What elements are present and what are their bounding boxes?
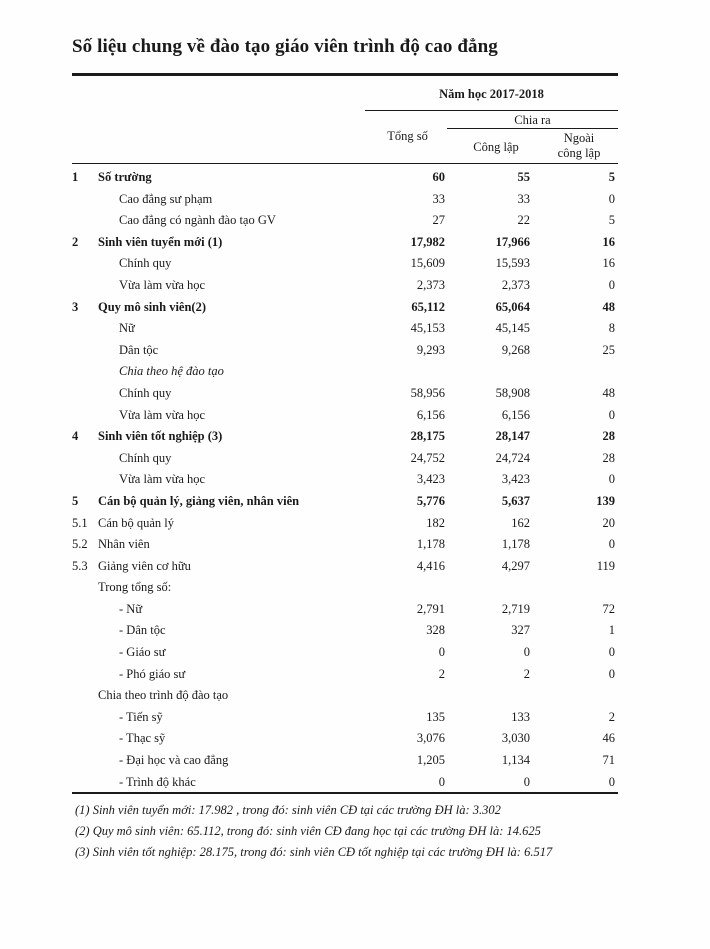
row-label: Trong tổng số: (98, 580, 172, 595)
cell-total: 0 (438, 645, 445, 660)
cell-public: 55 (517, 170, 530, 184)
cell-private: 0 (608, 666, 615, 681)
page-title: Số liệu chung về đào tạo giáo viên trình độ cao đẳng (72, 36, 498, 57)
row-label: Cao đẳng có ngành đào tạo GV (119, 213, 276, 228)
cell-private: 0 (608, 407, 615, 422)
cell-public: 2,719 (501, 601, 530, 616)
cell-public: 4,297 (501, 558, 530, 573)
cell-total: 60 (432, 170, 445, 184)
cell-public: 162 (511, 515, 530, 530)
table-row (72, 514, 618, 536)
row-label: Chính quy (119, 256, 172, 271)
table-row (72, 406, 618, 428)
table-row (72, 233, 618, 255)
cell-total: 6,156 (416, 407, 445, 422)
row-label: - Nữ (119, 601, 143, 616)
footnote: (1) Sinh viên tuyển mới: 17.982 , trong đó: sinh viên CĐ tại các trường ĐH là: 3.302 (75, 803, 501, 817)
cell-total: 58,956 (410, 385, 445, 400)
cell-public: 5,637 (501, 493, 530, 508)
cell-public: 45,145 (495, 321, 530, 336)
table-row (72, 578, 618, 600)
cell-public: 1,178 (501, 537, 530, 552)
cell-private: 46 (602, 731, 615, 746)
cell-public: 65,064 (495, 299, 530, 314)
cell-public: 2,373 (501, 277, 530, 292)
row-label: Nhân viên (98, 537, 150, 552)
cell-total: 33 (432, 191, 445, 206)
header-col-total: Tổng số (387, 129, 428, 143)
cell-total: 65,112 (411, 299, 445, 314)
table-row (72, 773, 618, 795)
header-split: Chia ra (514, 113, 551, 127)
row-label: - Dân tộc (119, 623, 166, 638)
footnote: (2) Quy mô sinh viên: 65.112, trong đó: sinh viên CĐ đang học tại các trường ĐH là: 14.625 (75, 824, 541, 838)
cell-private: 0 (608, 537, 615, 552)
row-label: Vừa làm vừa học (119, 472, 206, 487)
cell-public: 9,268 (501, 342, 530, 357)
row-label: Chia theo hệ đào tạo (119, 364, 224, 379)
cell-total: 328 (426, 623, 445, 638)
row-label: Cán bộ quản lý (98, 515, 175, 530)
row-label: Vừa làm vừa học (119, 407, 206, 422)
cell-public: 58,908 (495, 385, 530, 400)
row-label: - Giáo sư (119, 645, 166, 660)
table-row (72, 729, 618, 751)
cell-public: 24,724 (495, 450, 530, 465)
cell-total: 3,076 (416, 731, 445, 746)
table-row (72, 643, 618, 665)
table-top-rule (72, 73, 618, 76)
cell-total: 2,791 (416, 601, 445, 616)
header-col-private-line2: công lập (557, 146, 601, 160)
row-number: 5 (72, 493, 79, 508)
table-row (72, 211, 618, 233)
cell-total: 5,776 (416, 493, 445, 508)
table-row (72, 298, 618, 320)
cell-total: 4,416 (416, 558, 445, 573)
row-label: Vừa làm vừa học (119, 277, 206, 292)
table-bottom-rule (72, 792, 618, 794)
row-number: 5.3 (72, 558, 88, 573)
cell-public: 0 (523, 645, 530, 660)
cell-private: 48 (602, 385, 615, 400)
cell-total: 24,752 (410, 450, 445, 465)
table-row (72, 751, 618, 773)
row-number: 2 (72, 234, 79, 249)
table-row (72, 449, 618, 471)
table-row (72, 319, 618, 341)
cell-public: 0 (523, 774, 530, 789)
cell-total: 9,293 (416, 342, 445, 357)
cell-private: 119 (596, 558, 615, 573)
cell-private: 0 (608, 191, 615, 206)
row-label: Sinh viên tốt nghiệp (3) (98, 429, 223, 444)
row-number: 5.2 (72, 537, 88, 552)
row-label: Nữ (119, 321, 135, 336)
table-row (72, 384, 618, 406)
cell-private: 2 (608, 709, 615, 724)
header-col-private-line1: Ngoài (563, 131, 595, 145)
cell-private: 48 (602, 299, 615, 314)
header-school-year: Năm học 2017-2018 (439, 87, 544, 101)
table-row (72, 708, 618, 730)
table-row (72, 665, 618, 687)
cell-total: 17,982 (410, 234, 445, 249)
cell-total: 45,153 (410, 321, 445, 336)
cell-private: 8 (608, 321, 615, 336)
row-number: 5.1 (72, 515, 88, 530)
row-label: Quy mô sinh viên(2) (98, 299, 207, 314)
cell-private: 139 (596, 493, 615, 508)
cell-private: 0 (608, 472, 615, 487)
year-underline-rule (365, 110, 618, 111)
cell-public: 15,593 (495, 256, 530, 271)
cell-private: 16 (602, 256, 615, 271)
row-label: Chính quy (119, 450, 172, 465)
row-label: Chia theo trình độ đào tạo (98, 688, 229, 703)
header-bottom-rule (72, 163, 618, 164)
table-row (72, 492, 618, 514)
table-row (72, 254, 618, 276)
row-label: Chính quy (119, 385, 172, 400)
cell-total: 3,423 (416, 472, 445, 487)
cell-private: 1 (608, 623, 615, 638)
table-body (72, 168, 618, 794)
cell-total: 2 (438, 666, 445, 681)
row-label: Cán bộ quản lý, giảng viên, nhân viên (98, 493, 300, 508)
table-row (72, 362, 618, 384)
row-label: Số trường (98, 170, 152, 184)
cell-private: 25 (602, 342, 615, 357)
cell-total: 28,175 (410, 429, 445, 444)
table-row (72, 168, 618, 190)
cell-public: 6,156 (501, 407, 530, 422)
row-label: Dân tộc (119, 342, 159, 357)
row-number: 4 (72, 429, 79, 444)
cell-public: 1,134 (501, 753, 530, 768)
cell-total: 0 (438, 774, 445, 789)
cell-private: 28 (602, 429, 615, 444)
cell-total: 27 (432, 213, 445, 228)
footnotes (75, 800, 552, 863)
cell-public: 133 (511, 709, 530, 724)
cell-public: 327 (511, 623, 530, 638)
row-label: Cao đẳng sư phạm (119, 191, 213, 206)
table-row (72, 535, 618, 557)
cell-total: 182 (426, 515, 445, 530)
cell-total: 1,205 (416, 753, 445, 768)
row-label: - Trình độ khác (119, 774, 196, 789)
table-row (72, 470, 618, 492)
cell-public: 3,030 (501, 731, 530, 746)
table-row (72, 190, 618, 212)
cell-public: 3,423 (501, 472, 530, 487)
table-row (72, 600, 618, 622)
row-label: - Thạc sỹ (119, 731, 166, 746)
cell-total: 15,609 (410, 256, 445, 271)
row-number: 3 (72, 299, 79, 314)
row-label: Sinh viên tuyển mới (1) (98, 234, 223, 249)
row-label: - Đại học và cao đẳng (119, 753, 229, 768)
table-row (72, 621, 618, 643)
cell-private: 5 (608, 213, 615, 228)
split-underline-rule (447, 128, 618, 129)
row-number: 1 (72, 170, 79, 184)
cell-public: 17,966 (495, 234, 530, 249)
cell-public: 28,147 (495, 429, 530, 444)
cell-private: 72 (602, 601, 615, 616)
footnote: (3) Sinh viên tốt nghiệp: 28.175, trong đó: sinh viên CĐ tốt nghiệp tại các trường ĐH là: 6.517 (75, 845, 553, 859)
cell-public: 33 (517, 191, 530, 206)
cell-private: 28 (602, 450, 615, 465)
cell-total: 135 (426, 709, 445, 724)
cell-private: 0 (608, 774, 615, 789)
cell-total: 2,373 (416, 277, 445, 292)
cell-private: 0 (608, 277, 615, 292)
cell-private: 5 (608, 170, 615, 184)
row-label: Giảng viên cơ hữu (98, 558, 191, 573)
cell-total: 1,178 (416, 537, 445, 552)
row-label: - Phó giáo sư (119, 666, 186, 681)
header-col-private (540, 131, 618, 161)
table-row (72, 557, 618, 579)
table-row (72, 427, 618, 449)
cell-private: 20 (602, 515, 615, 530)
table-row (72, 276, 618, 298)
cell-private: 71 (602, 753, 615, 768)
cell-private: 0 (608, 645, 615, 660)
cell-public: 22 (517, 213, 530, 228)
cell-public: 2 (523, 666, 530, 681)
row-label: - Tiến sỹ (119, 709, 163, 724)
table-row (72, 686, 618, 708)
table-row (72, 341, 618, 363)
header-col-public: Công lập (473, 140, 519, 154)
cell-private: 16 (602, 234, 615, 249)
